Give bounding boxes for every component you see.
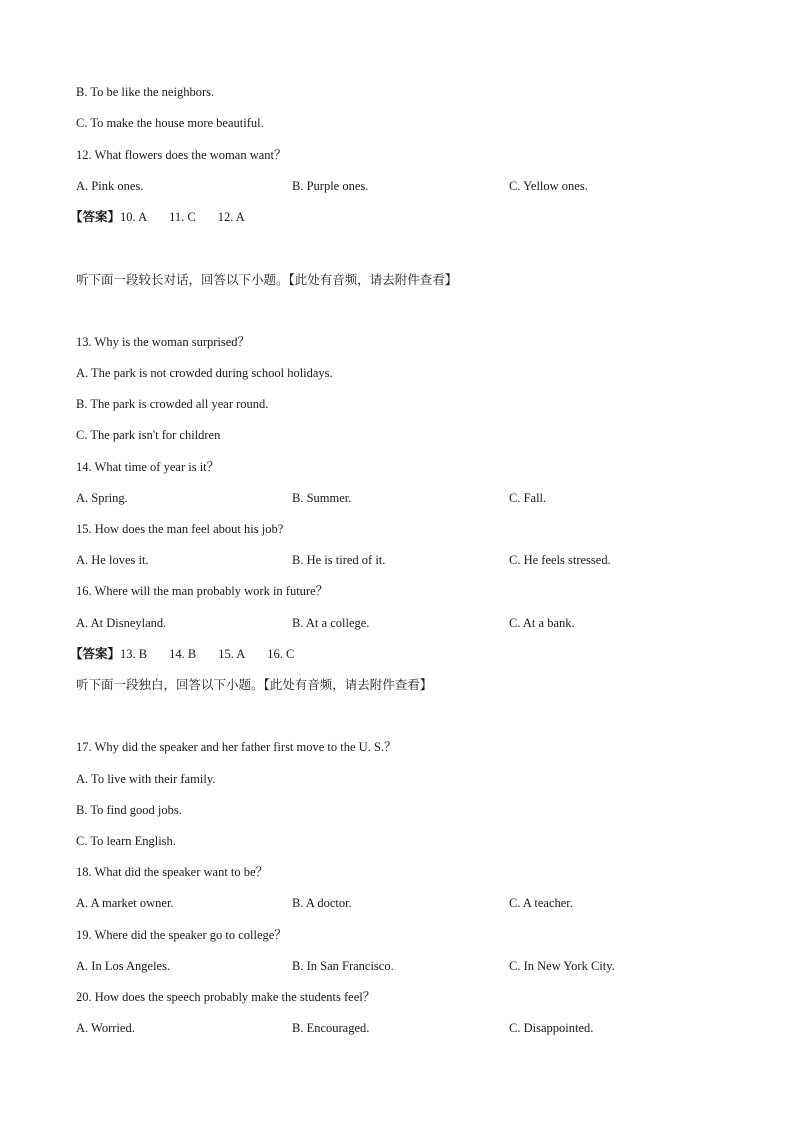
option-17c: C. To learn English. xyxy=(76,834,176,848)
option-12c: C. Yellow ones. xyxy=(509,179,588,193)
option-12b: B. Purple ones. xyxy=(292,179,369,193)
option-14a: A. Spring. xyxy=(76,491,128,505)
option-18b: B. A doctor. xyxy=(292,896,352,910)
section-heading-2: 听下面一段较长对话，回答以下小题。【此处有音频，请去附件查看】 xyxy=(76,272,458,287)
answer-item: 10. A xyxy=(120,210,148,224)
option-15b: B. He is tired of it. xyxy=(292,553,386,567)
option-17b: B. To find good jobs. xyxy=(76,803,182,817)
option-18a: A. A market owner. xyxy=(76,896,174,910)
option-15c: C. He feels stressed. xyxy=(509,553,611,567)
question-12: 12. What flowers does the woman want？ xyxy=(76,148,287,162)
answer-row-1 xyxy=(70,209,245,225)
option-16b: B. At a college. xyxy=(292,616,370,630)
question-18: 18. What did the speaker want to be？ xyxy=(76,865,269,879)
answer-tag: 【答案】 xyxy=(70,209,121,224)
option-19a: A. In Los Angeles. xyxy=(76,959,171,973)
option-13a: A. The park is not crowded during school holidays. xyxy=(76,366,333,380)
option-17a: A. To live with their family. xyxy=(76,772,216,786)
question-19: 19. Where did the speaker go to college？ xyxy=(76,928,287,942)
option-18c: C. A teacher. xyxy=(509,896,573,910)
question-20: 20. How does the speech probably make the students feel？ xyxy=(76,990,376,1004)
section-heading-3: 听下面一段独白，回答以下小题。【此处有音频，请去附件查看】 xyxy=(76,677,433,692)
question-14: 14. What time of year is it？ xyxy=(76,460,220,474)
answer-item: 13. B xyxy=(120,647,148,661)
question-16: 16. Where will the man probably work in future？ xyxy=(76,584,329,598)
option-16a: A. At Disneyland. xyxy=(76,616,167,630)
question-17: 17. Why did the speaker and her father first move to the U. S.？ xyxy=(76,740,397,754)
answer-item: 15. A xyxy=(218,647,246,661)
option-15a: A. He loves it. xyxy=(76,553,149,567)
option-14c: C. Fall. xyxy=(509,491,547,505)
option-11c: C. To make the house more beautiful. xyxy=(76,116,264,130)
answer-item: 14. B xyxy=(169,647,197,661)
answer-item: 16. C xyxy=(267,647,295,661)
question-15: 15. How does the man feel about his job? xyxy=(76,522,284,536)
option-13c: C. The park isn't for children xyxy=(76,428,221,442)
option-13b: B. The park is crowded all year round. xyxy=(76,397,269,411)
answer-row-2 xyxy=(70,646,295,662)
option-16c: C. At a bank. xyxy=(509,616,575,630)
question-13: 13. Why is the woman surprised？ xyxy=(76,335,251,349)
option-20c: C. Disappointed. xyxy=(509,1021,594,1035)
answer-item: 11. C xyxy=(169,210,196,224)
option-12a: A. Pink ones. xyxy=(76,179,144,193)
option-14b: B. Summer. xyxy=(292,491,352,505)
answer-tag: 【答案】 xyxy=(70,646,121,661)
option-19c: C. In New York City. xyxy=(509,959,615,973)
option-11b: B. To be like the neighbors. xyxy=(76,85,215,99)
answer-item: 12. A xyxy=(217,210,245,224)
option-20b: B. Encouraged. xyxy=(292,1021,370,1035)
option-19b: B. In San Francisco. xyxy=(292,959,394,973)
option-20a: A. Worried. xyxy=(76,1021,135,1035)
